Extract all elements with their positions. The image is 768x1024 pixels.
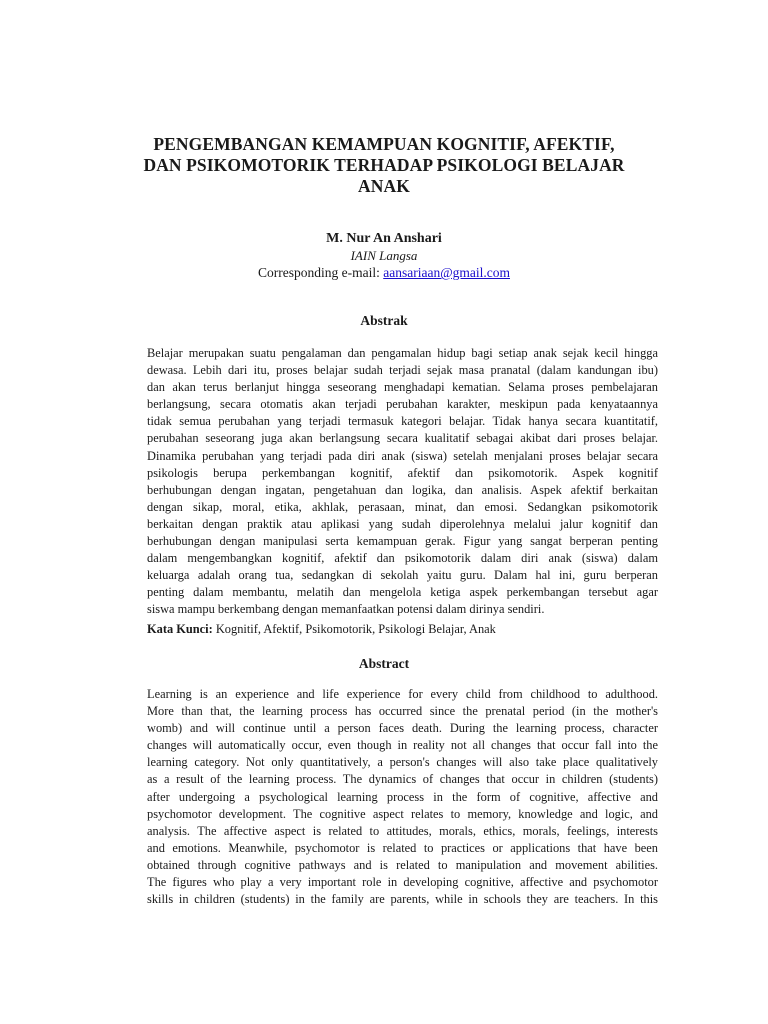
abstract-line: changes will automatically occur, even though in reality not all changes that occur fall into the	[147, 738, 658, 753]
email-link[interactable]: aansariaan@gmail.com	[383, 265, 510, 280]
abstract-line: womb) and will continue until a person faces death. During the learning process, character	[147, 721, 658, 736]
abstract-line: learning category. Not only quantitatively, a person's changes will also take place qualitatively	[147, 755, 658, 770]
abstrak-line: berhubungan dengan manipulasi serta kemampuan gerak. Figur yang sangat berperan penting	[147, 534, 658, 549]
keywords-text: Kognitif, Afektif, Psikomotorik, Psikologi Belajar, Anak	[215, 622, 496, 636]
abstract-line: after undergoing a psychological learning process in the form of cognitive, affective and	[147, 789, 658, 804]
abstract-line: analysis. The affective aspect is related to attitudes, morals, ethics, morals, feelings, interests	[147, 823, 658, 838]
abstrak-line: keluarga adalah orang tua, sedangkan di sekolah yaitu guru. Dalam hal ini, guru berperan	[147, 568, 658, 583]
paper-title	[110, 134, 658, 197]
keywords-label: Kata Kunci:	[147, 622, 213, 636]
abstract-heading: Abstract	[358, 656, 410, 671]
author-name: M. Nur An Anshari	[326, 231, 442, 246]
abstrak-line: dengan sikap, moral, etika, akhlak, perasaan, minat, dan emosi. Sedangkan psikomotorik	[147, 499, 658, 514]
abstrak-line: berhubungan dengan ingatan, pengetahuan dan logika, dan analisis. Aspek afektif berkaitan	[147, 482, 658, 497]
author-block	[110, 230, 658, 281]
email-line	[110, 264, 658, 281]
title-line-1: PENGEMBANGAN KEMAMPUAN KOGNITIF, AFEKTIF,	[153, 134, 615, 154]
abstract-line: The figures who play a very important role in developing cognitive, affective and psychomotor	[147, 875, 658, 890]
abstrak-line: psikologis berupa perkembangan kognitif, afektif dan psikomotorik. Aspek kognitif	[147, 465, 658, 480]
abstract-line: and emotions. Meanwhile, psychomotor is related to practices or applications that have been	[147, 840, 658, 855]
title-line-2: DAN PSIKOMOTORIK TERHADAP PSIKOLOGI BELAJAR	[143, 155, 625, 175]
abstrak-line: dewasa. Lebih dari itu, proses belajar sudah terjadi sejak masa pranatal (dalam kandungan ibu)	[147, 363, 658, 378]
abstrak-line: tidak semua perubahan yang terjadi termasuk kategori belajar. Tidak hanya secara kuantitatif,	[147, 414, 658, 429]
abstrak-line: penting dalam membantu, melatih dan mengelola ketiga aspek perkembangan tersebut agar	[147, 585, 658, 600]
email-label: Corresponding e-mail:	[258, 265, 380, 280]
abstrak-line: Dinamika perubahan yang terjadi pada diri anak (siswa) setelah menjalani proses belajar secara	[147, 448, 658, 463]
abstract-line: skills in children (students) in the family are parents, while in schools they are teachers. In this	[147, 892, 658, 907]
abstrak-line: dalam mengembangkan kognitif, afektif dan psikomotorik dalam diri anak (siswa) dalam	[147, 551, 658, 566]
abstract-paragraph	[147, 686, 658, 908]
abstrak-line: dan akan terus berlanjut hingga seseorang menghadapi kematian. Selama proses pembelajaran	[147, 380, 658, 395]
abstrak-paragraph	[147, 345, 658, 619]
title-line-3: ANAK	[358, 176, 410, 196]
abstrak-line: siswa mampu berkembang dengan memanfaatkan potensi dalam dirinya sendiri.	[147, 602, 545, 617]
abstract-line: More than that, the learning process has occurred since the prenatal period (in the mother's	[147, 704, 658, 719]
abstrak-line: perubahan seseorang juga akan berlangsung secara kualitatif sebagai akibat dari proses belajar.	[147, 431, 658, 446]
abstrak-heading: Abstrak	[360, 313, 408, 328]
abstract-line: obtained through cognitive pathways and is related to manipulation and movement abilities.	[147, 857, 658, 872]
abstrak-line: berlangsung, secara otomatis akan terjadi perubahan karakter, meskipun pada kenyataannya	[147, 397, 658, 412]
abstrak-line: berkaitan dengan praktik atau aplikasi yang sudah diperolehnya melalui jalur kognitif dan	[147, 516, 658, 531]
abstract-line: psychomotor development. The cognitive aspect relates to memory, knowledge and logic, and	[147, 806, 658, 821]
abstract-line: Learning is an experience and life experience for every child from childhood to adulthood.	[147, 687, 658, 701]
abstrak-line: Belajar merupakan suatu pengalaman dan pengamalan hidup bagi setiap anak sejak kecil hingga	[147, 346, 658, 360]
abstract-line: as a result of the learning process. The dynamics of changes that occur in children (students)	[147, 772, 658, 787]
keywords-line	[147, 621, 658, 638]
author-affiliation: IAIN Langsa	[350, 248, 418, 263]
